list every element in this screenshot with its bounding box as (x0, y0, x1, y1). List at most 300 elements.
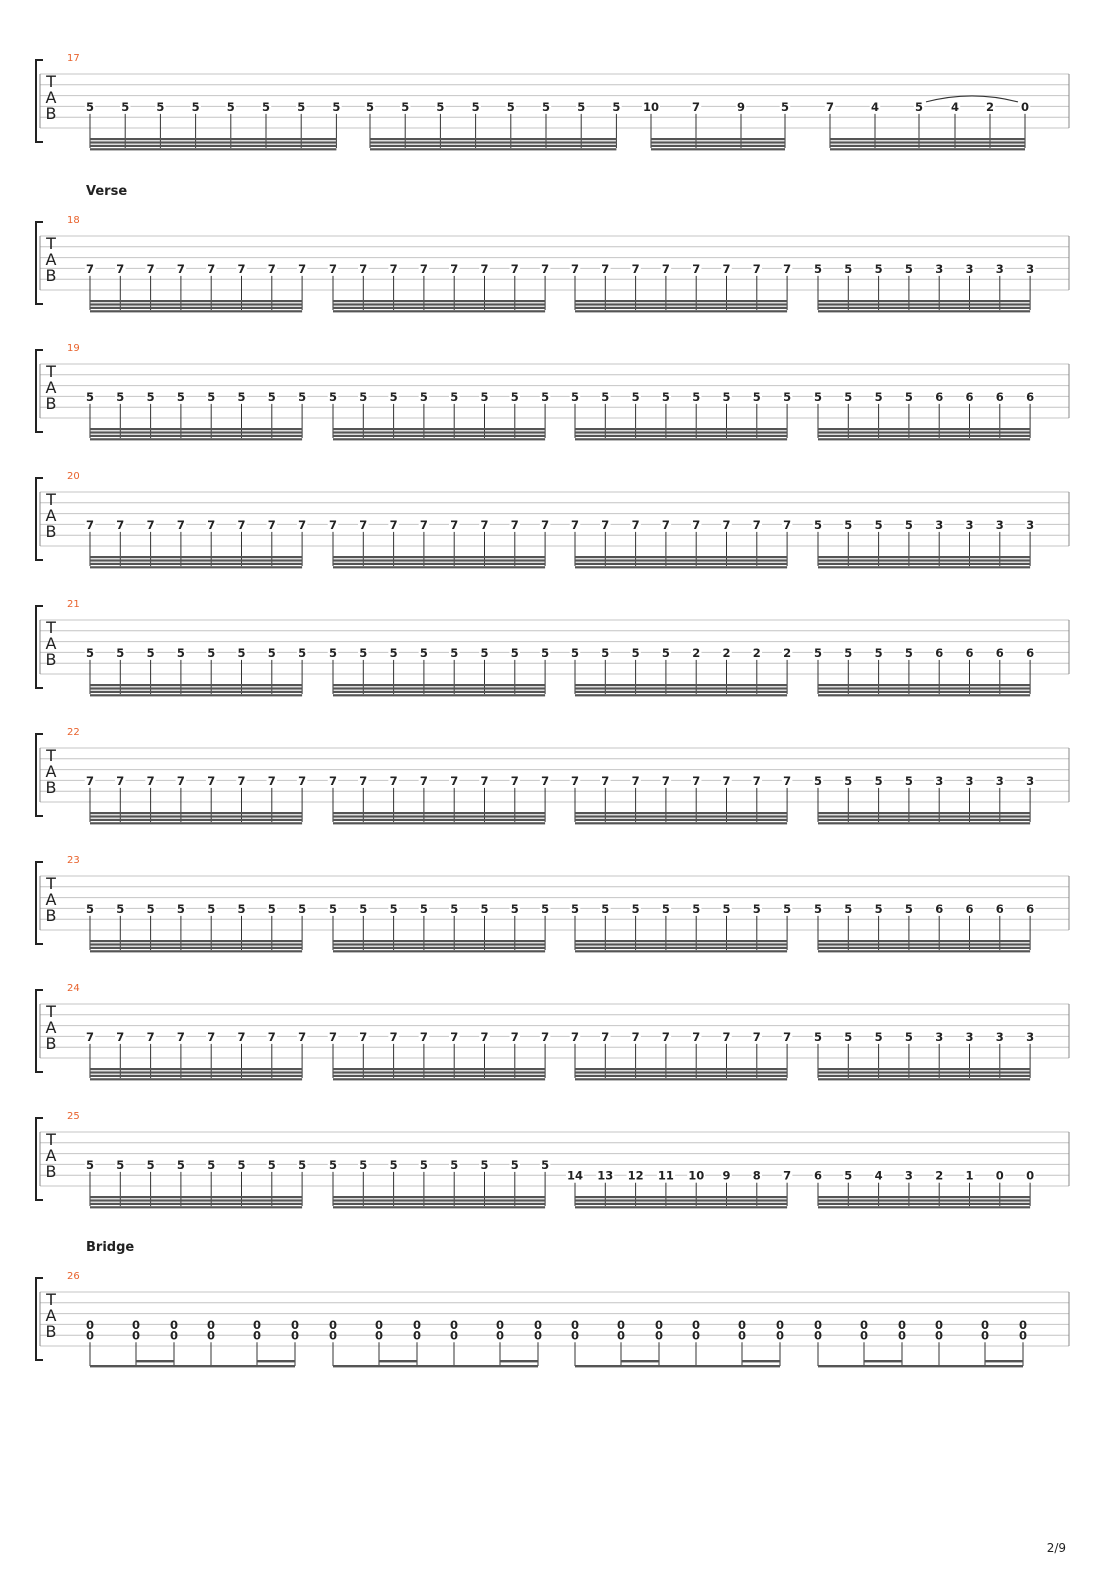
fret-number: 7 (267, 517, 276, 532)
fret-number: 6 (995, 389, 1004, 404)
beat-group (365, 100, 622, 150)
beam (379, 1360, 417, 1362)
beat-group (85, 1158, 308, 1208)
fret-number: 5 (904, 517, 913, 532)
fret-number: 0 (934, 1328, 944, 1343)
tab-system-22 (36, 727, 1069, 824)
fret-number: 7 (541, 517, 550, 532)
beam (575, 950, 787, 952)
fret-number: 7 (237, 261, 246, 276)
fret-number: 0 (131, 1317, 141, 1332)
beat-group (813, 262, 1036, 313)
fret-number: 7 (692, 517, 701, 532)
beam (90, 141, 336, 143)
fret-number: 0 (995, 1168, 1004, 1183)
fret-number: 5 (510, 645, 519, 660)
fret-number: 5 (450, 645, 459, 660)
fret-number: 7 (267, 261, 276, 276)
fret-number: 5 (783, 389, 792, 404)
beam (90, 556, 302, 558)
fret-number: 0 (328, 1317, 338, 1332)
fret-number: 0 (980, 1317, 990, 1332)
beam (575, 1199, 787, 1201)
fret-number: 7 (207, 1029, 216, 1044)
beat-group (329, 1318, 542, 1368)
fret-number: 7 (510, 517, 519, 532)
fret-number: 5 (541, 99, 551, 114)
fret-number: 0 (775, 1317, 785, 1332)
tab-clef-letter: A (45, 1018, 57, 1037)
fret-number: 5 (450, 389, 459, 404)
tab-clef-letter: T (46, 234, 56, 253)
beam (333, 694, 545, 696)
beam (818, 687, 1030, 689)
beam (742, 1360, 780, 1362)
beat-group (814, 1318, 1027, 1368)
section-label: Bridge (86, 1240, 135, 1255)
beam (333, 691, 545, 693)
fret-number: 6 (995, 645, 1004, 660)
beat-group (570, 390, 793, 441)
beam (575, 694, 787, 696)
fret-number: 5 (813, 773, 823, 788)
fret-number: 7 (419, 517, 428, 532)
fret-number: 7 (267, 1029, 276, 1044)
beat-group (85, 774, 308, 825)
fret-number: 0 (859, 1328, 869, 1343)
beam (818, 694, 1030, 696)
measure-number: 23 (67, 855, 80, 866)
fret-number: 5 (844, 773, 853, 788)
fret-number: 0 (897, 1328, 907, 1343)
tab-clef-letter: B (45, 1322, 57, 1341)
beat-group (571, 1318, 784, 1368)
beat-group (328, 1030, 551, 1080)
beam (136, 1360, 174, 1362)
fret-number: 6 (813, 1168, 823, 1183)
beam (818, 819, 1030, 821)
fret-number: 7 (631, 773, 640, 788)
fret-number: 5 (661, 901, 670, 916)
fret-number: 5 (359, 389, 368, 404)
fret-number: 7 (85, 1029, 95, 1044)
fret-number: 7 (722, 773, 731, 788)
beam (818, 950, 1030, 952)
fret-number: 5 (85, 99, 95, 114)
beam (90, 691, 302, 693)
beam (90, 148, 336, 150)
beam (575, 1203, 787, 1205)
beam (818, 1078, 1030, 1080)
beat-group (328, 262, 551, 313)
fret-number: 7 (85, 261, 95, 276)
fret-number: 6 (965, 645, 974, 660)
beam (575, 438, 787, 440)
fret-number: 2 (722, 645, 731, 660)
fret-number: 7 (298, 773, 307, 788)
beam (90, 307, 302, 309)
tab-clef-letter: B (45, 522, 57, 541)
tab-clef-letter: A (45, 506, 57, 525)
fret-number: 5 (471, 99, 480, 114)
tab-clef-letter: A (45, 250, 57, 269)
fret-number: 7 (722, 1029, 731, 1044)
beam (90, 435, 302, 437)
beam (818, 947, 1030, 949)
tab-clef-letter: A (45, 88, 57, 107)
fret-number: 7 (691, 99, 701, 114)
fret-number: 2 (783, 645, 792, 660)
beam (333, 559, 545, 561)
fret-number: 5 (116, 645, 125, 660)
beam (333, 1071, 545, 1073)
fret-number: 2 (692, 645, 701, 660)
tab-clef-letter: A (45, 762, 57, 781)
fret-number: 7 (450, 261, 459, 276)
fret-number: 11 (657, 1168, 674, 1183)
fret-number: 7 (783, 1168, 792, 1183)
fret-number: 5 (904, 1029, 913, 1044)
fret-number: 5 (752, 901, 761, 916)
fret-number: 7 (267, 773, 276, 788)
fret-number: 0 (1018, 1328, 1028, 1343)
fret-number: 0 (533, 1328, 543, 1343)
beat-group (85, 646, 308, 697)
fret-number: 7 (480, 773, 489, 788)
fret-number: 5 (541, 389, 550, 404)
beam (333, 310, 545, 312)
tab-clef-letter: T (46, 72, 56, 91)
fret-number: 5 (176, 901, 185, 916)
beam (90, 559, 302, 561)
fret-number: 0 (813, 1317, 823, 1332)
fret-number: 2 (985, 99, 995, 114)
fret-number: 7 (631, 261, 640, 276)
fret-number: 7 (570, 773, 580, 788)
fret-number: 5 (692, 389, 701, 404)
fret-number: 7 (601, 773, 610, 788)
tab-system-23 (36, 855, 1069, 952)
beat-group (825, 96, 1031, 150)
fret-number: 1 (965, 1168, 974, 1183)
fret-number: 5 (359, 645, 368, 660)
fret-number: 7 (116, 1029, 125, 1044)
beam (333, 950, 545, 952)
tab-clef-letter: T (46, 874, 56, 893)
fret-number: 7 (419, 261, 428, 276)
beam (864, 1360, 902, 1362)
fret-number: 3 (904, 1168, 913, 1183)
fret-number: 5 (601, 901, 610, 916)
fret-number: 5 (506, 99, 515, 114)
fret-number: 5 (419, 1157, 428, 1172)
beam (818, 1196, 1030, 1198)
beam (90, 1206, 302, 1208)
tab-clef-letter: A (45, 1306, 57, 1325)
fret-number: 3 (935, 517, 944, 532)
fret-number: 0 (737, 1328, 747, 1343)
fret-number: 5 (237, 645, 246, 660)
beam (818, 303, 1030, 305)
beam (818, 1365, 1023, 1367)
fret-number: 3 (965, 773, 974, 788)
fret-number: 0 (897, 1317, 907, 1332)
fret-number: 7 (146, 773, 155, 788)
fret-number: 7 (601, 517, 610, 532)
beam (575, 1078, 787, 1080)
beam (333, 940, 545, 942)
fret-number: 3 (1026, 1029, 1035, 1044)
tab-clef-letter: A (45, 378, 57, 397)
fret-number: 7 (661, 517, 670, 532)
fret-number: 0 (206, 1317, 216, 1332)
fret-number: 5 (146, 389, 155, 404)
fret-number: 5 (661, 389, 670, 404)
fret-number: 5 (389, 645, 398, 660)
fret-number: 7 (752, 773, 761, 788)
beam (575, 684, 787, 686)
beat-group (328, 774, 551, 825)
beam (830, 138, 1025, 140)
fret-number: 6 (995, 901, 1004, 916)
beam (370, 141, 616, 143)
fret-number: 5 (874, 389, 883, 404)
fret-number: 0 (737, 1317, 747, 1332)
fret-number: 7 (783, 261, 792, 276)
fret-number: 3 (935, 1029, 944, 1044)
fret-number: 7 (541, 773, 550, 788)
fret-number: 5 (904, 901, 913, 916)
beam (985, 1360, 1023, 1362)
fret-number: 7 (207, 517, 216, 532)
beam (818, 566, 1030, 568)
fret-number: 7 (541, 1029, 550, 1044)
fret-number: 7 (176, 517, 185, 532)
fret-number: 5 (298, 1157, 307, 1172)
fret-number: 7 (116, 517, 125, 532)
beam (575, 691, 787, 693)
fret-number: 5 (207, 1157, 216, 1172)
fret-number: 10 (688, 1168, 705, 1183)
beam (818, 300, 1030, 302)
beam (90, 303, 302, 305)
beam (90, 1075, 302, 1077)
fret-number: 0 (495, 1317, 505, 1332)
fret-number: 5 (874, 901, 883, 916)
beam (333, 1068, 545, 1070)
fret-number: 5 (389, 901, 398, 916)
fret-number: 6 (965, 389, 974, 404)
fret-number: 3 (1026, 773, 1035, 788)
beam (90, 684, 302, 686)
beam (575, 1206, 787, 1208)
fret-number: 5 (813, 1029, 823, 1044)
tab-clef-letter: B (45, 266, 57, 285)
fret-number: 7 (328, 261, 338, 276)
fret-number: 7 (237, 773, 246, 788)
tab-system-21 (36, 599, 1069, 696)
fret-number: 7 (237, 1029, 246, 1044)
fret-number: 3 (935, 773, 944, 788)
beam (90, 940, 302, 942)
tab-clef-letter: A (45, 1146, 57, 1165)
beam (90, 428, 302, 430)
fret-number: 5 (874, 1029, 883, 1044)
fret-number: 5 (267, 901, 276, 916)
beat-group (813, 1169, 1036, 1209)
beam (333, 947, 545, 949)
measure-number: 19 (67, 343, 80, 354)
fret-number: 7 (419, 773, 428, 788)
fret-number: 5 (914, 99, 924, 114)
beam (333, 435, 545, 437)
fret-number: 0 (980, 1328, 990, 1343)
beam (90, 822, 302, 824)
beam (257, 1360, 295, 1362)
fret-number: 0 (1018, 1317, 1028, 1332)
beam (818, 1068, 1030, 1070)
beam (575, 819, 787, 821)
beam (333, 1075, 545, 1077)
beam (333, 1203, 545, 1205)
beam (90, 145, 336, 147)
fret-number: 5 (85, 1157, 95, 1172)
tab-clef-letter: B (45, 1034, 57, 1053)
fret-number: 5 (332, 99, 341, 114)
beam (575, 428, 787, 430)
fret-number: 5 (480, 645, 489, 660)
fret-number: 7 (631, 517, 640, 532)
fret-number: 5 (359, 1157, 368, 1172)
fret-number: 5 (85, 901, 95, 916)
fret-number: 9 (736, 99, 746, 114)
beam (575, 559, 787, 561)
fret-number: 3 (1026, 517, 1035, 532)
beat-group (85, 1030, 308, 1080)
beam (575, 556, 787, 558)
beam (333, 819, 545, 821)
fret-number: 5 (207, 389, 216, 404)
fret-number: 4 (870, 99, 880, 114)
fret-number: 5 (237, 901, 246, 916)
fret-number: 7 (116, 261, 125, 276)
fret-number: 5 (176, 389, 185, 404)
fret-number: 5 (298, 901, 307, 916)
beam (333, 1078, 545, 1080)
fret-number: 5 (722, 389, 731, 404)
beam (333, 1365, 538, 1367)
fret-number: 7 (298, 261, 307, 276)
beam (90, 1071, 302, 1073)
tab-clef-letter: T (46, 362, 56, 381)
fret-number: 3 (995, 517, 1004, 532)
tab-system-17 (36, 53, 1069, 150)
fret-number: 0 (328, 1328, 338, 1343)
beat-group (570, 518, 793, 569)
fret-number: 5 (298, 645, 307, 660)
fret-number: 7 (359, 261, 368, 276)
fret-number: 9 (722, 1168, 731, 1183)
beam (90, 138, 336, 140)
beam (333, 684, 545, 686)
beat-group (813, 902, 1036, 953)
fret-number: 7 (85, 517, 95, 532)
fret-number: 5 (207, 901, 216, 916)
fret-number: 7 (783, 1029, 792, 1044)
tab-clef-letter: B (45, 394, 57, 413)
fret-number: 5 (146, 1157, 155, 1172)
fret-number: 3 (995, 1029, 1004, 1044)
fret-number: 5 (570, 645, 580, 660)
beat-group (570, 902, 793, 953)
beam (575, 563, 787, 565)
fret-number: 5 (813, 645, 823, 660)
fret-number: 5 (844, 389, 853, 404)
fret-number: 5 (419, 901, 428, 916)
fret-number: 0 (374, 1317, 384, 1332)
beat-group (566, 1169, 792, 1209)
fret-number: 5 (237, 389, 246, 404)
fret-number: 7 (541, 261, 550, 276)
fret-number: 0 (206, 1328, 216, 1343)
fret-number: 5 (904, 773, 913, 788)
fret-number: 7 (510, 1029, 519, 1044)
fret-number: 5 (297, 99, 306, 114)
fret-number: 7 (176, 1029, 185, 1044)
beam (575, 431, 787, 433)
tab-system-24 (36, 983, 1069, 1080)
fret-number: 7 (692, 261, 701, 276)
tab-clef-letter: A (45, 890, 57, 909)
beam (575, 812, 787, 814)
fret-number: 0 (654, 1328, 664, 1343)
beam (575, 822, 787, 824)
beam (818, 556, 1030, 558)
fret-number: 7 (328, 517, 338, 532)
fret-number: 5 (267, 645, 276, 660)
beat-group (85, 262, 308, 313)
fret-number: 5 (419, 389, 428, 404)
fret-number: 0 (374, 1328, 384, 1343)
fret-number: 5 (844, 1029, 853, 1044)
fret-number: 5 (267, 389, 276, 404)
fret-number: 5 (780, 99, 790, 114)
fret-number: 7 (661, 773, 670, 788)
beam (818, 940, 1030, 942)
fret-number: 7 (661, 261, 670, 276)
fret-number: 0 (131, 1328, 141, 1343)
beam (333, 1199, 545, 1201)
beam (818, 307, 1030, 309)
tab-clef-letter: T (46, 1290, 56, 1309)
fret-number: 5 (116, 389, 125, 404)
fret-number: 7 (692, 773, 701, 788)
beam (818, 435, 1030, 437)
fret-number: 7 (237, 517, 246, 532)
fret-number: 7 (359, 517, 368, 532)
beam (651, 148, 785, 150)
fret-number: 5 (570, 901, 580, 916)
fret-number: 5 (722, 901, 731, 916)
tab-clef-letter: T (46, 490, 56, 509)
measure-number: 18 (67, 215, 80, 226)
beam (818, 691, 1030, 693)
fret-number: 5 (480, 389, 489, 404)
beam (818, 1203, 1030, 1205)
fret-number: 5 (631, 645, 640, 660)
fret-number: 0 (570, 1317, 580, 1332)
beam (818, 1071, 1030, 1073)
